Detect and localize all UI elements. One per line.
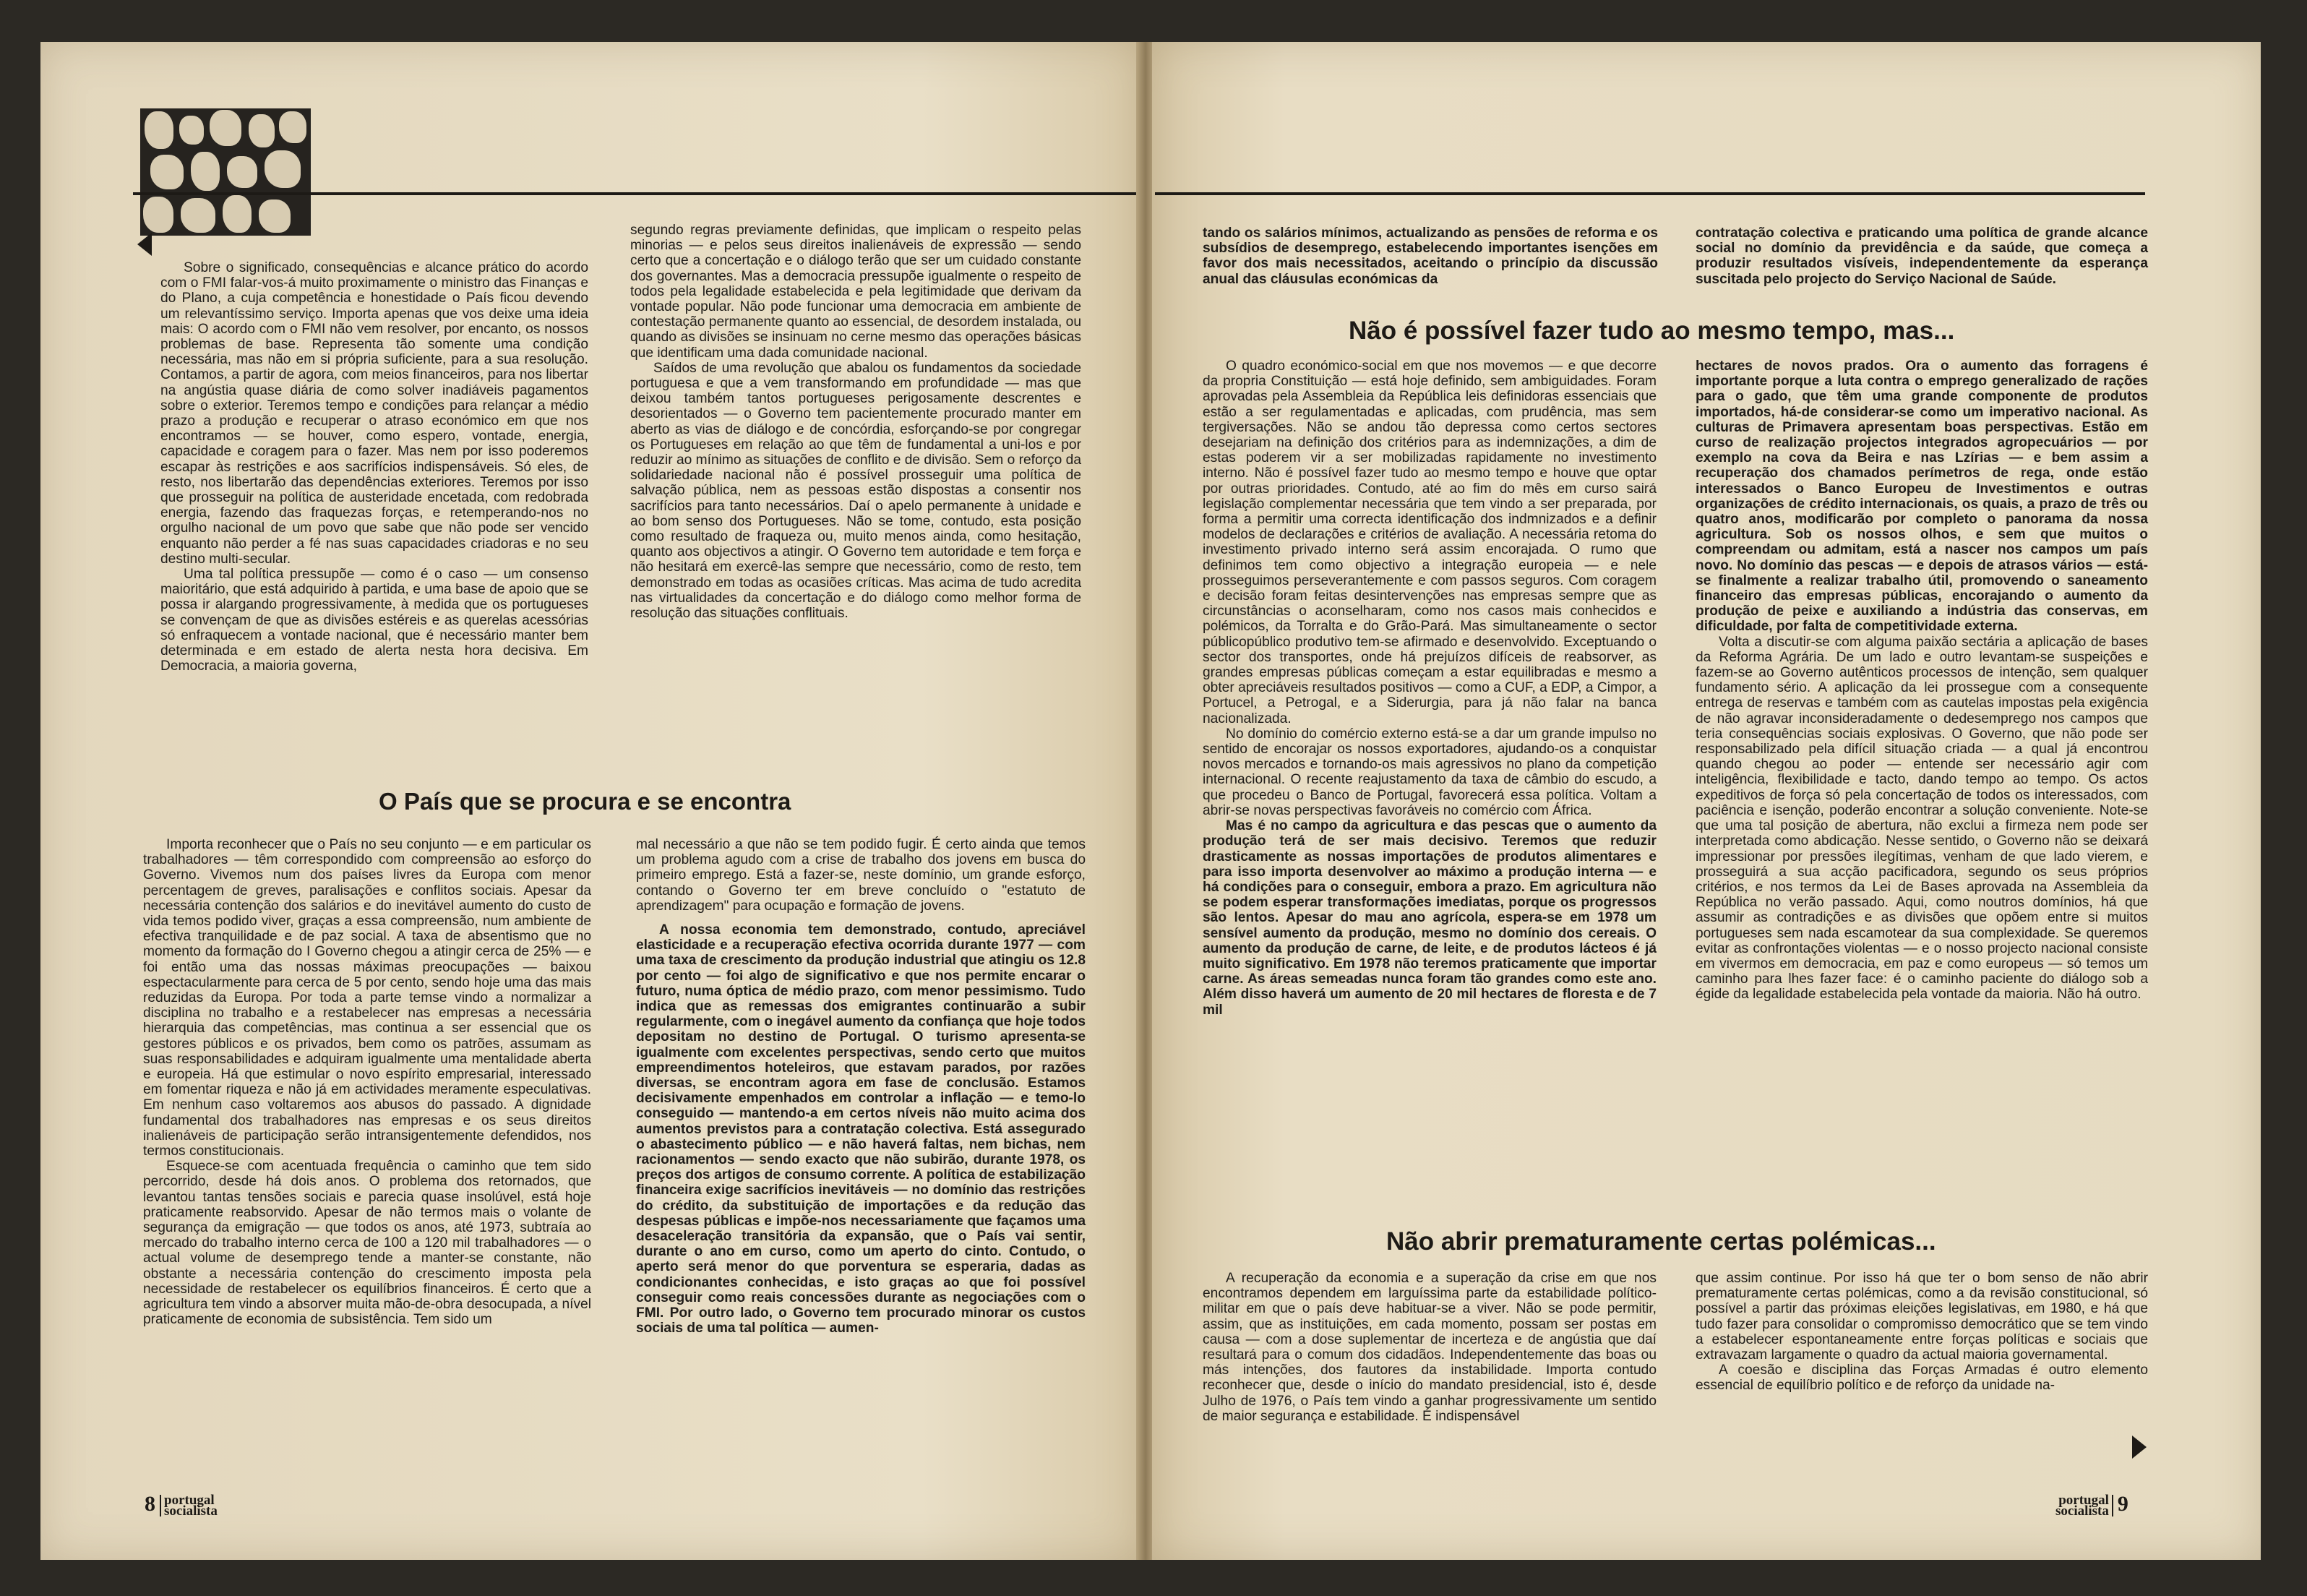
- paragraph: No domínio do comércio externo está-se a dar um grande impulso no sentido de encorajar os nossos exportadores, ajudando-os a conquistar novos mercados e tornando-os mais agressivos no plano da competição internacional. O recente reajustamento da taxa de câmbio do escudo, a que procedeu o Banco de Portugal, favorecerá essa política. Voltam a abrir-se novas perspectivas favoráveis no comércio com África.: [1203, 726, 1657, 818]
- masthead-line: portugal: [2058, 1493, 2109, 1508]
- paragraph: que assim continue. Por isso há que ter o bom senso de não abrir prematuramente certas polémicas, como a da revisão constitucional, só possível a partir das próximas eleições legislativas, em 1980, e há que tudo fazer para consolidar o compromisso democrático que se tem vindo a estabelecer espontaneamente entre forças políticas e sociais que extravazam largamente o quadro da actual maioria governamental.: [1696, 1271, 2148, 1363]
- right-top-column-1: [1203, 226, 1658, 305]
- left-column-2: [630, 223, 1081, 766]
- paragraph: A recuperação da economia e a superação da crise em que nos encontramos dependem em larguíssima parte da estabilidade político-militar em que o país deve habituar-se a viver. Não se pode permitir, assim, que as instituições, em cada momento, possam ser postas em causa — com a dose suplementar de incerteza e de angústia que daí resultará para o comum dos cidadãos. Independentemente das boas ou más intenções, dos fautores da instabilidade. Importa contudo reconhecer que, desde o início do mandato presidencial, isto é, desde Julho de 1976, o País tem vindo a ganhar progressivamente um sentido de maior segurança e estabilidade. É indispensável: [1203, 1271, 1657, 1424]
- paragraph: hectares de novos prados. Ora o aumento das forragens é importante porque a luta contra o emprego generalizado de rações para o gado, que têm uma grande componente de produtos importados, há-de considerar-se como um imperativo nacional. As culturas de Primavera apresentam boas perspectivas. Estão em curso de realização projectos integrados agropecuários — por exemplo na cova da Beira e nas Lzírias — e bem assim a recuperação dos chamados perímetros de rega, onde estão interessados o Banco Europeu de Investimentos e outras organizações de crédito internacionais, os quais, a prazo de três ou quatro anos, modificarão por completo o panorama da nossa agricultura. Sob os nossos olhos, e sem que muitos o compreendam ou admitam, está a nascer nos campos um país novo. No domínio das pescas — e depois de atrasos vários — está-se finalmente a realizar trabalho útil, promovendo o saneamento financeiro das empresas públicas, encorajando o aumento da produção de peixe e auxiliando a indústria das conservas, em dificuldade, por falta de competitividade externa.: [1696, 359, 2148, 635]
- page-folio-right: [2055, 1492, 2128, 1519]
- section-heading: Não abrir prematuramente certas polémicas...: [1386, 1227, 1936, 1256]
- paragraph: A coesão e disciplina das Forças Armadas é outro elemento essencial de equilíbrio político e de reforço da unidade na-: [1696, 1363, 2148, 1394]
- masthead-line: portugal: [164, 1493, 215, 1508]
- right-column-1: [1203, 359, 1657, 1240]
- paragraph: Sobre o significado, consequências e alcance prático do acordo com o FMI falar-vos-á muito proximamente o ministro das Finanças e do Plano, a cuja competência e honestidade o País ficou devendo um relevantíssimo serviço. Importa apenas que vos deixe uma ideia mais: O acordo com o FMI não vem resolver, por encanto, os nossos problemas de base. Representa tão somente uma condição necessária, mas não em si própria suficiente, para a sua resolução. Contamos, a partir de agora, com meios financeiros, para nos libertar na angústia quase diária de como solver inadiáveis pagamentos sobre o exterior. Teremos tempo e condições para relançar a médio prazo a produção e recuperar o atraso económico em que nos encontramos — se houver, como espero, vontade, energia, capacidade e coragem para o fazer. Mas nem por isso poderemos escapar às restrições e aos sacrifícios indispensáveis. Só eles, de resto, nos libertarão das dependências exteriores. Teremos por isso que prosseguir na política de austeridade encetada, com redobrada energia, fazendo das fraquezas forças, e retemperando-nos no orgulho nacional de um povo que sabe que não pode ser vencido enquanto não perder a fé nas suas capacidades criadoras e no seu destino multi-secular.: [160, 260, 588, 567]
- right-column-2: [1696, 359, 2148, 1240]
- paragraph: Esquece-se com acentuada frequência o caminho que tem sido percorrido, desde há dois anos. O problema dos retornados, que levantou tantas tensões sociais e parecia quase insolúvel, está hoje praticamente reabsorvido. Apesar de não termos mais o volante de segurança da emigração — que todos os anos, até 1973, subtraía ao mercado do trabalho interno cerca de 100 a 120 mil trabalhadores — o actual volume de desemprego tende a manter-se constante, não obstante a necessária contenção do crescimento imposta pela necessidade de restabelecer os equilíbrios financeiros. É certo que a agricultura tem vindo a absorver muita mão-de-obra desocupada, a nível praticamente de economia de subsistência. Tem sido um: [143, 1159, 591, 1328]
- paragraph: Volta a discutir-se com alguma paixão sectária a aplicação de bases da Reforma Agrária. De um lado e outro levantam-se suspeições e fazem-se ao Governo autênticos processos de intenção, sem qualquer fundamento sério. A aplicação da lei prossegue com a consequente entrega de reservas e também com as cautelas impostas pela exigência de não agravar inconsideradamente o dedesemprego nos campos que teria consequências sociais explosivas. O Governo, que não pode ser responsabilizado pela difícil situação criada — a qual já encontrou quando chegou ao poder — entende ser necessário agir com inteligência, flexibilidade e tacto, dando tempo ao tempo. Os actos expeditivos de força só pela concertação de todos os interessados, com paciência e isenção, poderão encontrar a solução conveniente. Note-se que uma tal posição de abertura, não exclui a firmeza nem pode ser interpretada como abdicação. Nesse sentido, o Governo não se deixará impressionar por pressões ilegítimas, venham de que lado vierem, e prosseguirá a sua acção pacificadora, segundo os seus próprios critérios, e nos termos da Lei de Bases aprovada na Assembleia da República no verão passado. Aqui, como noutros domínios, há que assumir as contradições e as divisões que opõem entre si muitos portugueses sem nada escamotear da sua complexidade. Se queremos evitar as confrontações violentas — e o nosso projecto nacional consiste em vivermos em democracia, em paz e como europeus — só temos um caminho para lhes fazer face: é o caminho paciente do diálogo sob a égide da legalidade estabelecida pela vontade da maioria. Não há outro.: [1696, 634, 2148, 1003]
- paragraph: Uma tal política pressupõe — como é o caso — um consenso maioritário, que está adquirido à partida, e uma base de apoio que se possa ir alargando progressivamente, à medida que os portugueses se convençam de que as divisões estéreis e as querelas acessórias só enfraquecem a vontade nacional, que é necessário manter bem determinada e em estado de alerta nesta hora decisiva. Em Democracia, a maioria governa,: [160, 567, 588, 674]
- masthead: [2055, 1493, 2113, 1519]
- article-continues-marker: [2132, 1436, 2147, 1459]
- masthead: [160, 1493, 218, 1519]
- paragraph: tando os salários mínimos, actualizando as pensões de reforma e os subsídios de desemprego, estabelecendo importantes isenções em favor dos mais necessitados, aceitando o princípio da discussão anual das cláusulas económicas da: [1203, 226, 1658, 287]
- paragraph: O quadro económico-social em que nos movemos — e que decorre da propria Constituição — está hoje definido, sem ambiguidades. Foram aprovadas pela Assembleia da República leis definidoras essenciais que estão a ser regulamentadas e aplicadas, com prudência, mas sem tergiversações. Não se andou tão depressa como certos sectores desejariam na definição dos critérios para as indemnizações, a dim de estas poderem vir a ser mobilizadas rapidamente no investimento interno. Não é possível fazer tudo ao mesmo tempo e houve que optar por outras prioridades. Contudo, até ao fim do mês em curso sairá legislação complementar necessária que tem vindo a ser preparada, por forma a permitir uma correcta identificação dos indmnizados e a definir modelos de declarações e critérios de avaliação. A necessária retoma do investimento privado interno será assim encorajada. O rumo que definimos tem como objectivo a integração europeia — e nele prosseguimos perseverantemente e com passos seguros. Com coragem e decisão foram feitas desintervenções nas empresas sempre que as circunstâncias o aconselharam, como nos casos mais conhecidos e polémicos, da Torralta e do Grão-Pará. Mas simultaneamente o sector públicopúblico produtivo tem-se afirmado e desenvolvido. Exceptuando o sector dos transportes, onde há prejuízos difíceis de reabsorver, as grandes empresas públicas começam a estar equilibradas e mesmo a obter apreciáveis resultados positivos — como a CUF, a EDP, a Cimpor, a Portucel, a Petrogal, e a Siderurgia, para já não falar na banca nacionalizada.: [1203, 359, 1657, 726]
- section-heading: Não é possível fazer tudo ao mesmo tempo, mas...: [1349, 317, 1955, 345]
- paragraph: Saídos de uma revolução que abalou os fundamentos da sociedade portuguesa e que a vem transformando em profundidade — mas que deixou também tantos portugueses perigosamente descrentes e desorientados — o Governo tem pacientemente procurado manter em aberto as vias de diálogo e de concórdia, esforçando-se por congregar os Portugueses em relação ao que têm de fundamental a uni-los e por reduzir ao mínimo as situações de conflito e de divisão. Sem o reforço da solidariedade nacional não é possível prosseguir uma política de salvação pública, nem as pessoas estão dispostas a consentir nos sacrifícios para tanto necessários. Daí o apelo permanente à unidade e ao bom senso dos Portugueses. Não se tome, contudo, esta posição como resultado de fraqueza ou, muito menos ainda, como hesitação, quanto aos objectivos a atingir. O Governo tem autoridade e tem força e não hesitará em exercê-las sempre que necessário, como de resto, tem demonstrado em todas as ocasiões críticas. Mas acima de tudo acredita nas virtualidades da concertação e do diálogo como melhor forma de resolução das situações conflituais.: [630, 360, 1081, 622]
- right-top-column-2: [1696, 226, 2148, 305]
- header-rule-right: [1155, 192, 2145, 195]
- page-number: 9: [2117, 1492, 2128, 1516]
- left-column-3: [143, 837, 591, 1476]
- paragraph: contratação colectiva e praticando uma política de grande alcance social no domínio da previdência e da saúde, que começa a produzir resultados visíveis, independentemente da esperança suscitada pelo projecto do Serviço Nacional de Saúde.: [1696, 226, 2148, 287]
- paragraph: Importa reconhecer que o País no seu conjunto — e em particular os trabalhadores — têm correspondido com compreensão ao esforço do Governo. Vivemos num dos países livres da Europa com menor percentagem de greves, paralisações e conflitos sociais. Apesar da necessária contenção dos salários e do inevitável aumento do custo de vida temos podido viver, graças a essa compreensão, num ambiente de efectiva tranquilidade e de paz social. A taxa de absentismo que no momento da formação do I Governo chegou a atingir cerca de 25% — e foi então uma das nossas máximas preocupações — baixou espectacularmente para cerca de 5 por cento, sendo hoje uma das mais reduzidas da Europa. Por toda a parte temse vindo a normalizar a disciplina no trabalho e a restabelecer nas empresas a necessária hierarquia das competências, mas continua a ser essencial que os gestores públicos e os privados, bem como os patrões, assumam as suas responsabilidades e adquiram igualmente uma mentalidade aberta e europeia. Há que estimular o novo espírito empresarial, interessado em fomentar riqueza e não já em actividades meramente especulativas. Em nenhum caso voltaremos aos abusos do passado. A dignidade fundamental dos trabalhadores nas empresas e os seus direitos inalienáveis de participação serão intransigentemente defendidos, nos termos constitucionais.: [143, 837, 591, 1159]
- paragraph: Mas é no campo da agricultura e das pescas que o aumento da produção terá de ser mais decisivo. Teremos que reduzir drasticamente as nossas importações de produtos alimentares e para isso importa desenvolver ao máximo a produção interna — e há condições para o conseguir, embora a prazo. Em agricultura não se podem esperar transformações imediatas, porque os progressos são lentos. Apesar do mau ano agrícola, espera-se em 1978 um sensível aumento da produção, mesmo no domínio dos cereais. O aumento da produção de carne, de leite, e de produtos lácteos é já muito significativo. Em 1978 não teremos praticamente que importar carne. As áreas semeadas nunca foram tão grandes como este ano. Além disso haverá um aumento de 20 mil hectares de floresta e de 7 mil: [1203, 818, 1657, 1018]
- section-heading: O País que se procura e se encontra: [379, 788, 791, 815]
- masthead-line: socialista: [164, 1503, 218, 1519]
- right-column-4: [1696, 1271, 2148, 1480]
- left-column-1: [160, 260, 588, 766]
- page-number: 8: [145, 1492, 155, 1516]
- paragraph: A nossa economia tem demonstrado, contudo, apreciável elasticidade e a recuperação efectiva ocorrida durante 1977 — com uma taxa de crescimento da produção industrial que atingiu os 12.8 por cento — foi algo de significativo e que nos permite encarar o futuro, numa óptica de médio prazo, com menor pessimismo. Tudo indica que as remessas dos emigrantes continuarão a subir regularmente, com o inegável aumento da confiança que hoje todos depositam no destino de Portugal. O turismo apresenta-se igualmente com excelentes perspectivas, sendo certo que muitos empreendimentos hoteleiros, que estavam parados, por razões diversas, se encontram agora em fase de conclusão. Estamos decisivamente empenhados em controlar a inflação — e temo-lo conseguido — mantendo-a em certos níveis não muito acima dos aumentos previstos para a contratação colectiva. Está assegurado o abastecimento público — e não haverá faltas, nem bichas, nem racionamentos — sendo exacto que não subirão, durante 1978, os preços dos artigos de consumo corrente. A política de estabilização financeira exige sacrifícios inevitáveis — no domínio das restrições do crédito, da substituição de importações e da redução das despesas públicas e impõe-nos necessariamente que façamos uma desaceleração transitória da expansão, que o País vai sentir, durante o ano em curso, como um aperto do cinto. Contudo, o aperto será menor do que porventura se esperaria, dadas as condicionantes conhecidas, e isto graças ao que foi possível conseguir como reais concessões durante as negociações com o FMI. Por outro lado, o Governo tem procurado minorar os custos sociais de uma tal política — aumen-: [636, 922, 1086, 1337]
- collage-logo: [140, 108, 311, 236]
- header-rule-left: [133, 192, 1142, 195]
- page-folio-left: [145, 1492, 218, 1519]
- masthead-line: socialista: [2055, 1503, 2109, 1519]
- article-start-marker: [137, 233, 152, 256]
- right-column-3: [1203, 1271, 1657, 1480]
- paragraph: mal necessário a que não se tem podido fugir. É certo ainda que temos um problema agudo com a crise de trabalho dos jovens em busca do primeiro emprego. Está a fazer-se, neste domínio, um grande esforço, contando o Governo ter em breve concluído o "estatuto de aprendizagem" para ocupação e formação de jovens.: [636, 837, 1086, 914]
- paragraph: segundo regras previamente definidas, que implicam o respeito pelas minorias — e pelos seus direitos inalienáveis de expressão — sendo certo que a concertação e o diálogo terão que ser um cuidado constante dos governantes. Mas a democracia pressupõe igualmente o respeito de todos pela legalidade estabelecida e pela legitimidade que derivam da vontade popular. Não pode funcionar uma democracia em ambiente de contestação permanente quanto ao essencial, de desordem instalada, ou quando as divisões se insinuam no cerne mesmo das operações básicas que identificam uma dada comunidade nacional.: [630, 223, 1082, 361]
- left-column-4: [636, 837, 1086, 1476]
